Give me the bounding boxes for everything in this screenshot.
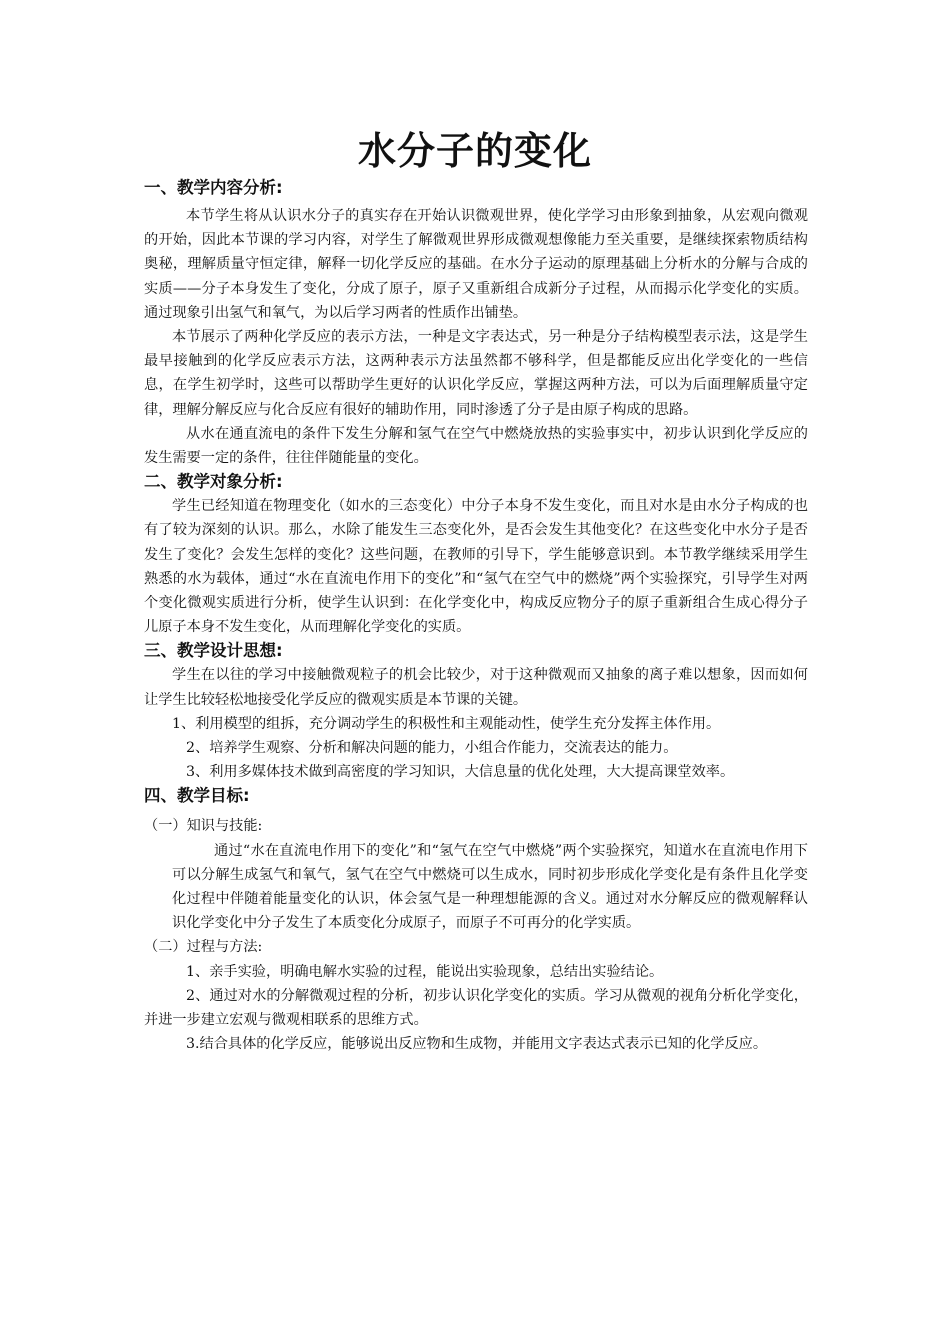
subsection-heading-process: （二）过程与方法: <box>144 939 263 956</box>
paragraph: 从水在通直流电的条件下发生分解和氢气在空气中燃烧放热的实验事实中，初步认识到化学反应的发生需要一定的条件，往往伴随能量的变化。 <box>144 425 808 467</box>
list-item: 3.结合具体的化学反应，能够说出反应物和生成物，并能用文字表达式表示已知的化学反应。 <box>186 1036 768 1053</box>
subsection-heading-knowledge: （一）知识与技能: <box>144 818 263 835</box>
paragraph: 学生在以往的学习中接触微观粒子的机会比较少，对于这种微观而又抽象的离子难以想象，因而如何让学生比较轻松地接受化学反应的微观实质是本节课的关键。 <box>144 667 808 708</box>
knowledge-block <box>144 839 808 936</box>
list-item: 1、利用模型的组拆，充分调动学生的积极性和主观能动性，使学生充分发挥主体作用。 <box>172 715 721 732</box>
list-item: 2、培养学生观察、分析和解决问题的能力，小组合作能力，交流表达的能力。 <box>186 740 678 757</box>
list-item: 1、亲手实验，明确电解水实验的过程，能说出实验现象，总结出实验结论。 <box>186 963 664 980</box>
list-item: 3、利用多媒体技术做到高密度的学习知识，大信息量的优化处理，大大提高课堂效率。 <box>186 764 735 781</box>
document-title: 水分子的变化 <box>357 129 592 173</box>
section-heading-goals: 四、教学目标: <box>144 786 250 806</box>
paragraph: 本节展示了两种化学反应的表示方法，一种是文字表达式，另一种是分子结构模型表示法，这是学生最早接触到的化学反应表示方法，这两种表示方法虽然都不够科学，但是都能反应出化学变化的一些信息，在学生初学时，这些可以帮助学生更好的认识化学反应，掌握这两种方法，可以为后面理解质量守定律，理解分解反应与化合反应有很好的辅助作用，同时渗透了分子是由原子构成的思路。 <box>144 329 808 418</box>
section-heading-design-idea: 三、教学设计思想: <box>144 641 283 661</box>
section-heading-content-analysis: 一、教学内容分析: <box>144 178 283 197</box>
section-heading-student-analysis: 二、教学对象分析: <box>144 472 283 492</box>
list-item: 2、通过对水的分解微观过程的分析，初步认识化学变化的实质。学习从微观的视角分析化学变化，并进一步建立宏观与微观相联系的思维方式。 <box>144 987 808 1029</box>
paragraph: 学生已经知道在物理变化（如水的三态变化）中分子本身不发生变化，而且对水是由水分子构成的也有了较为深刻的认识。那么，水除了能发生三态变化外，是否会发生其他变化？在这些变化中水分子是否发生了变化？会发生怎样的变化？这些问题，在教师的引导下，学生能够意识到。本节教学继续采用学生熟悉的水为载体，通过“水在直流电作用下的变化”和“氢气在空气中的燃烧”两个实验探究，引导学生对两个变化微观实质进行分析，使学生认识到：在化学变化中，构成反应物分子的原子重新组合生成心得分子儿原子本身不发生变化，从而理解化学变化的实质。 <box>144 498 808 636</box>
paragraph: 通过“水在直流电作用下的变化”和“氢气在空气中燃烧”两个实验探究，知道水在直流电作用下可以分解生成氢气和氧气，氢气在空气中燃烧可以生成水，同时初步形成化学变化是有条件且化学变化过程中伴随着能量变化的认识，体会氢气是一种理想能源的含义。通过对水分解反应的微观解释认识化学变化中分子发生了本质变化分成原子，而原子不可再分的化学实质。 <box>172 842 808 932</box>
document-body <box>144 176 808 1057</box>
paragraph: 本节学生将从认识水分子的真实存在开始认识微观世界，使化学学习由形象到抽象，从宏观向微观的开始，因此本节课的学习内容，对学生了解微观世界形成微观想像能力至关重要，是继续探索物质结构奥秘，理解质量守恒定律，解释一切化学反应的基础。在水分子运动的原理基础上分析水的分解与合成的实质——分子本身发生了变化，分成了原子，原子又重新组合成新分子过程，从而揭示化学变化的实质。通过现象引出氢气和氧气，为以后学习两者的性质作出铺垫。 <box>144 208 808 321</box>
